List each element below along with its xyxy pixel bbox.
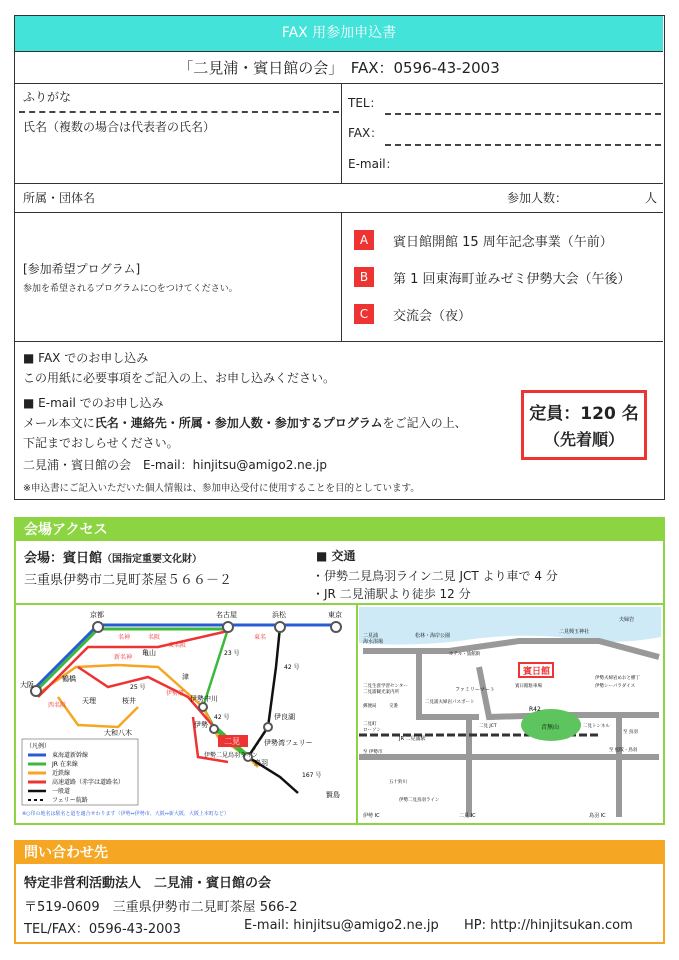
city-ise-nakagawa: 伊勢中川 (190, 695, 218, 703)
city-osaka: 大阪 (20, 681, 34, 689)
venue-marker-label: 賓日館 (523, 667, 551, 677)
station-irago (264, 723, 272, 731)
lbl-otonashi: 音無山 (541, 724, 560, 731)
city-ise: 伊勢 (194, 721, 208, 729)
lbl-to-ise: 至 伊勢市 (363, 750, 383, 755)
station-ise (210, 725, 218, 733)
program-title: [参加希望プログラム] (23, 262, 141, 276)
form-header: FAX 用参加申込書 (15, 16, 663, 52)
lbl-beach: 海水浴場 (363, 639, 384, 645)
contact-telfax: TEL/FAX：0596-43-2003 (24, 922, 181, 937)
divider (341, 212, 342, 341)
city-yamato-yagi: 大和八木 (104, 729, 132, 737)
lbl-isuzu-river: 五十鈴川 (389, 780, 407, 785)
city-toba: 鳥羽 (254, 759, 268, 767)
city-irago: 伊良湖 (274, 713, 295, 721)
station-hamamatsu (275, 622, 285, 632)
venue-label (24, 547, 202, 566)
legend-expressway: 高速道路（赤字は道路名） (52, 779, 125, 786)
contact-email[interactable]: E-mail: hinjitsu@amigo2.ne.jp (244, 918, 439, 933)
divider (15, 83, 663, 84)
route-map (18, 607, 354, 821)
lbl-sea-paradise: 伊勢シーパラダイス (595, 684, 636, 689)
program-c-badge: C (354, 304, 374, 324)
lbl-yokocho: 伊勢夫婦岩めおと横丁 (595, 676, 640, 681)
city-tokyo: 東京 (328, 611, 342, 619)
legend-jr: JR 在来線 (52, 761, 78, 768)
tel-label: TEL： (348, 96, 382, 110)
road-42-north: 42 号 (284, 664, 300, 671)
lbl-to-matsusaka-toba: 至 松阪・鳥羽 (609, 748, 638, 753)
lbl-futami-tunnel: 二見トンネル (583, 724, 610, 729)
email-contact: 二見浦・賓日館の会 E-mail：hinjitsu@amigo2.ne.jp (23, 458, 327, 472)
station-tokyo (331, 622, 341, 632)
road-42-south: 42 号 (214, 714, 230, 721)
lbl-futami-ic: 二見 IC (459, 813, 476, 819)
legend-kintetsu: 近鉄線 (52, 770, 71, 777)
lbl-ise-ic: 伊勢 IC (363, 813, 380, 819)
map-footnote: ※○印の地名は駅名と道を適合せわります（伊勢⇔伊勢市、大阪⇔新大阪、大阪上本町など） (22, 811, 229, 817)
affiliation-label: 所属・団体名 (23, 191, 96, 205)
station-ise-nakagawa (199, 703, 207, 711)
lbl-info-center: 二見浦観光案内所 (363, 690, 399, 695)
city-tenri: 天理 (82, 697, 96, 705)
futami-label: 二見 (224, 737, 240, 746)
city-kashikojima: 賢島 (326, 791, 340, 799)
venue-name: 会場：賓日館 (24, 551, 103, 566)
email-apply-post: をご記入の上、 (382, 416, 467, 430)
lbl-jr-station: JR 二見浦駅 (399, 736, 426, 742)
contact-section (14, 840, 665, 944)
lbl-passport: 二見浦夫婦岩パスポート (425, 700, 475, 705)
divider (15, 183, 663, 184)
lbl-police: 交番 (389, 704, 398, 709)
lbl-futamiura: 二見浦 (363, 633, 379, 639)
divider (15, 341, 663, 342)
email-apply-bold: 氏名・連絡先・所属・参加人数・参加するプログラム (94, 416, 383, 430)
city-tsu: 津 (182, 673, 189, 681)
legend-title: （凡例） (26, 743, 51, 750)
program-b-label: 第 1 回東海町並みゼミ伊勢大会（午後） (393, 272, 631, 287)
lbl-okitama-shrine: 二見興玉神社 (559, 629, 590, 635)
access-header: 会場アクセス (16, 519, 663, 541)
lbl-learning-center: 二見生涯学習センター (363, 684, 408, 689)
road-shin-meishin: 新名神 (114, 654, 133, 661)
name-label: 氏名（複数の場合は代表者の氏名） (23, 120, 216, 134)
road-25: 25 号 (130, 684, 146, 691)
lbl-meoto-iwa: 夫婦岩 (619, 617, 635, 623)
road-23: 23 号 (224, 650, 240, 657)
privacy-note: ※申込書にご記入いただいた個人情報は、参加申込受付に使用することを目的としています。 (23, 483, 420, 494)
city-hamamatsu: 浜松 (272, 611, 286, 619)
road-nishi-meihan: 西名阪 (48, 702, 67, 709)
city-nagoya: 名古屋 (216, 611, 237, 619)
lbl-lawson: ローソン (363, 728, 381, 733)
general-road (248, 627, 280, 757)
lbl-hotel-street: ホテル・旅館街 (449, 652, 481, 657)
program-c-label: 交流会（夜） (393, 309, 472, 324)
station-kyoto (93, 622, 103, 632)
road-isedo: 伊勢道 (166, 690, 185, 697)
lbl-toba-ic: 鳥羽 IC (589, 813, 606, 819)
road-higashi-meihan: 東名阪 (168, 642, 187, 649)
tel-dash (385, 113, 661, 115)
local-map (359, 607, 661, 821)
lbl-ise-futami-line: 伊勢二見鳥羽ライン (399, 798, 440, 803)
road-meishin: 名神 (118, 634, 131, 641)
fax-apply-text: この用紙に必要事項をご記入の上、お申し込みください。 (23, 371, 336, 385)
program-a-label: 賓日館開館 15 周年記念事業（午前） (393, 235, 613, 250)
city-kyoto: 京都 (90, 611, 104, 619)
email-label: E-mail： (348, 157, 398, 171)
lbl-matsubayashi: 松林・海岸公園 (415, 633, 451, 639)
venue-note: （国指定重要文化財） (102, 554, 203, 565)
legend-shinkansen: 東海道新幹線 (52, 752, 89, 759)
transport-2: ・JR 二見浦駅より徒歩 12 分 (312, 587, 471, 601)
city-kameyama: 亀山 (142, 649, 156, 657)
lbl-futami-jct: 二見 JCT (479, 724, 497, 729)
contact-org: 特定非営利活動法人 二見浦・賓日館の会 (24, 876, 272, 891)
furigana-dash (19, 111, 339, 113)
program-a-badge: A (354, 230, 374, 250)
divider (16, 603, 663, 605)
lbl-familymart: ファミリーマート (455, 687, 495, 693)
venue-address: 三重県伊勢市二見町茶屋５６６－２ (24, 573, 233, 588)
lbl-r42: R42 (529, 706, 541, 713)
legend-road: 一般道 (52, 788, 71, 795)
divider (356, 605, 358, 823)
contact-postal: 〒519-0609 三重県伊勢市二見町茶屋 566-2 (24, 900, 298, 915)
program-b-badge: B (354, 267, 374, 287)
form-title-line: 「二見浦・賓日館の会」 FAX：0596-43-2003 (178, 59, 500, 77)
capacity-box (521, 390, 647, 460)
futami-line-label: 伊勢二見鳥羽ライン (204, 752, 258, 759)
email-apply-line2: 下記までおしらせください。 (23, 436, 179, 450)
legend-ferry: フェリー航路 (52, 797, 88, 804)
fax-apply-title: ■ FAX でのお申し込み (23, 351, 149, 365)
capacity-line1: 定員：120 名 (529, 404, 639, 424)
station-nagoya (223, 622, 233, 632)
city-sakurai: 桜井 (122, 697, 136, 705)
city-ferry: 伊勢湾フェリー (264, 739, 313, 747)
email-apply-text (23, 414, 467, 431)
lbl-post-office: 郵便局 (363, 704, 377, 709)
furigana-label: ふりがな (23, 90, 72, 104)
road-167: 167 号 (302, 772, 322, 779)
access-section (14, 517, 665, 825)
application-form (14, 15, 665, 500)
program-note: 参加を希望されるプログラムに○をつけてください。 (23, 284, 238, 294)
participants-label: 参加人数： (507, 191, 568, 205)
contact-hp[interactable]: HP: http://hinjitsukan.com (464, 918, 633, 933)
transport-1: ・伊勢二見鳥羽ライン二見 JCT より車で 4 分 (312, 569, 558, 583)
lbl-to-toba: 至 鳥羽 (623, 730, 638, 735)
contact-header: 問い合わせ先 (16, 842, 663, 864)
road-meihan: 名阪 (148, 634, 161, 641)
fax-label: FAX： (348, 126, 383, 140)
capacity-line2: （先着順） (543, 430, 624, 449)
city-tsuruhashi: 鶴橋 (62, 675, 76, 683)
participants-unit: 人 (645, 191, 658, 205)
divider (341, 83, 342, 183)
road-tomei: 東名 (254, 634, 267, 641)
divider (15, 212, 663, 213)
transport-title: ■ 交通 (316, 549, 356, 563)
email-apply-pre: メール本文に (23, 416, 95, 430)
lbl-futami-cho: 二見町 (363, 722, 377, 727)
lbl-parking: 賓日館駐車場 (515, 684, 542, 689)
email-apply-title: ■ E-mail でのお申し込み (23, 396, 164, 410)
fax-dash (385, 144, 661, 146)
